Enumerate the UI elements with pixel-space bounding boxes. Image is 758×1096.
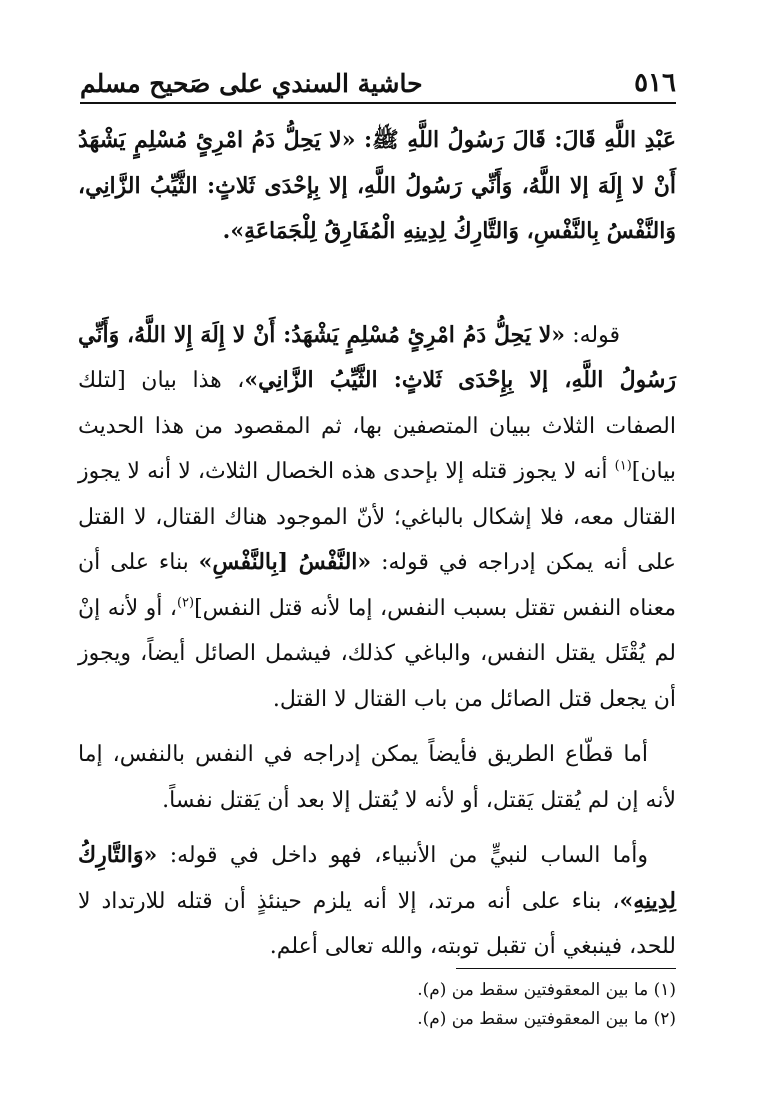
commentary-text: أنه لا يجوز قتله إلا بإحدى هذه الخصال الثلاث، لا أنه لا يجوز القتال معه، فلا إشكال بالباغي؛ لأنّ الموجود هناك القتال، لا القتل على أنه يمكن إدراجه في قوله: bbox=[78, 459, 676, 575]
footnote-ref-2: (٢) bbox=[176, 595, 195, 611]
page-number: ٥١٦ bbox=[634, 68, 676, 98]
commentary bbox=[78, 313, 676, 970]
quoted-hadith: «لا يَحِلُّ دَمُ امْرِئٍ مُسْلِمٍ يَشْهَدُ: أَنْ لا إِلَهَ إِلا اللَّهُ، وَأَنِّي رَسُولُ اللَّهِ، إلا بِإِحْدَى ثَلاثٍ: الثَّيِّبُ الزَّانِي» bbox=[78, 321, 676, 393]
commentary-text: بناء على أن معناه النفس تقتل بسبب النفس، إما لأنه قتل النفس] bbox=[78, 550, 676, 621]
hadith-paragraph bbox=[78, 118, 676, 255]
footnote-ref-1: (١) bbox=[614, 458, 632, 474]
commentary-paragraph-3 bbox=[78, 833, 676, 970]
footnote-2: (٢) ما بين المعقوفتين سقط من (م). bbox=[417, 1009, 676, 1029]
commentary-paragraph-2: أما قطّاع الطريق فأيضاً يمكن إدراجه في النفس بالنفس، إما لأنه إن لم يُقتل يَقتل، أو لأنه لا يُقتل إلا بعد أن يَقتل نفساً. bbox=[78, 742, 676, 813]
commentary-lead: قوله: bbox=[565, 322, 620, 348]
commentary-text: ، بناء على أنه مرتد، إلا أنه يلزم حينئذٍ أن قتله للارتداد لا للحد، فينبغي أن تقبل توبته، والله تعالى أعلم. bbox=[78, 888, 676, 959]
commentary-text: ، هذا بيان [لتلك الصفات الثلاث ببيان المتصفين بها، ثم المقصود من هذا الحديث بيان] bbox=[78, 368, 676, 484]
commentary-paragraph-1 bbox=[78, 313, 676, 723]
page-body bbox=[78, 118, 676, 980]
hadith-text: «لا يَحِلُّ دَمُ امْرِئٍ مُسْلِمٍ يَشْهَدُ أَنْ لا إِلَهَ إلا اللَّهُ، وَأَنِّي رَسُولُ اللَّهِ، إلا بِإحْدَى ثَلاثٍ: الثَّيِّبُ الزَّانِي، وَالنَّفْسُ بِالنَّفْسِ، وَالتَّارِكُ لِدِينِهِ الْمُفَارِقُ لِلْجَمَاعَةِ». bbox=[78, 127, 676, 244]
quoted-phrase: «وَالتَّارِكُ لِدِينِهِ» bbox=[78, 842, 676, 914]
running-title: حاشية السندي على صَحيح مسلم bbox=[80, 69, 423, 98]
commentary-text: ، أو لأنه إنْ لم يُقْتَل يقتل النفس، والباغي كذلك، فيشمل الصائل أيضاً، ويجوز أن يجعل قتل الصائل من باب القتال لا القتل. bbox=[78, 595, 676, 712]
footnote-1: (١) ما بين المعقوفتين سقط من (م). bbox=[417, 980, 676, 1000]
footnotes bbox=[200, 976, 676, 1034]
footnote-divider bbox=[456, 968, 676, 969]
quoted-phrase: «النَّفْسُ [بِالنَّفْسِ» bbox=[198, 549, 372, 575]
running-header bbox=[80, 58, 676, 104]
commentary-text: وأما الساب لنبيٍّ من الأنبياء، فهو داخل في قوله: bbox=[157, 843, 648, 868]
hadith-intro: عَبْدِ اللَّهِ قَالَ: قَالَ رَسُولُ اللَّهِ ﷺ: bbox=[355, 127, 676, 153]
